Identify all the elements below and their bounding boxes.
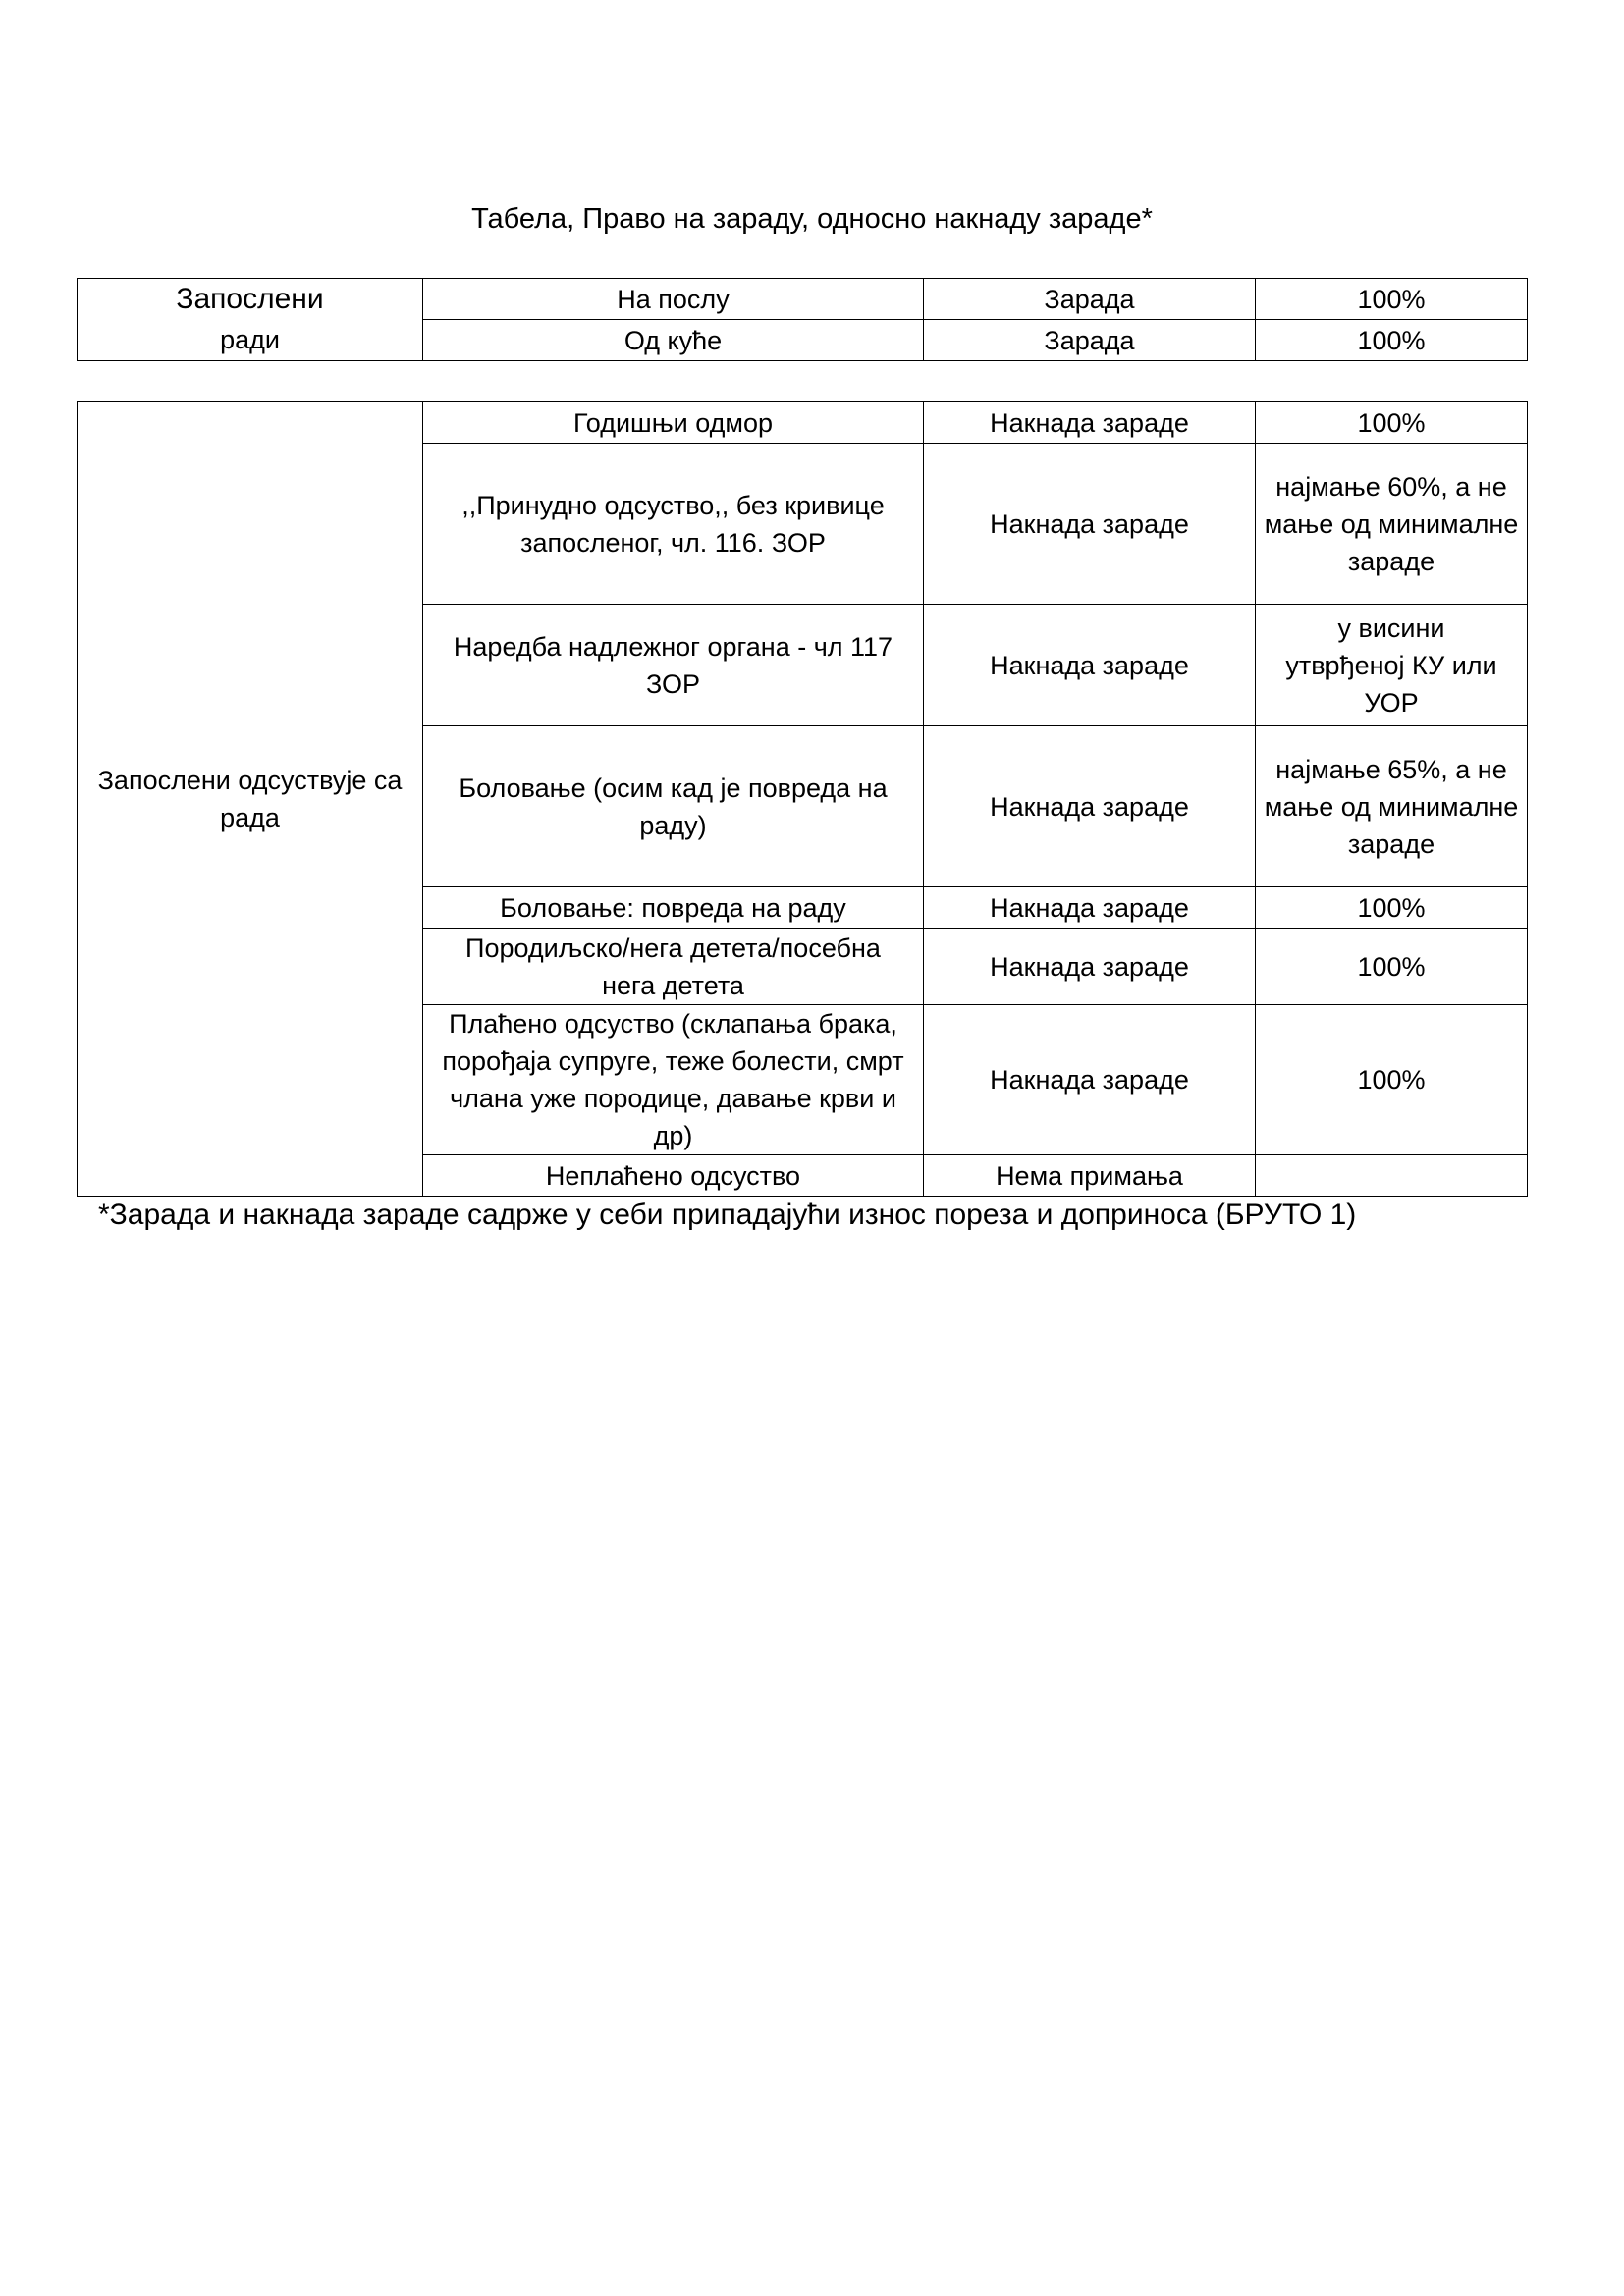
employee-works-label-bottom: ради <box>78 320 423 361</box>
type-cell: Накнада зараде <box>924 726 1256 887</box>
page-title: Табела, Право на зараду, односно накнаду зараде* <box>471 203 1153 235</box>
amount-cell: 100% <box>1256 1005 1528 1155</box>
type-cell: Накнада зараде <box>924 402 1256 444</box>
situation-cell: Породиљско/нега детета/посебна нега детета <box>423 929 924 1005</box>
employee-works-label-top: Запослени <box>78 279 423 320</box>
situation-cell: На послу <box>423 279 924 320</box>
amount-cell: у висини утврђеној КУ или УОР <box>1256 605 1528 726</box>
type-cell: Нема примања <box>924 1155 1256 1197</box>
situation-cell: Неплаћено одсуство <box>423 1155 924 1197</box>
type-cell: Накнада зараде <box>924 605 1256 726</box>
type-cell: Накнада зараде <box>924 929 1256 1005</box>
situation-cell: Плаћено одсуство (склапања брака, порођаја супруге, теже болести, смрт члана уже породице, давање крви и др) <box>423 1005 924 1155</box>
type-cell: Зарада <box>924 320 1256 361</box>
amount-cell: 100% <box>1256 279 1528 320</box>
work-table <box>77 278 1528 361</box>
absence-table <box>77 401 1528 1197</box>
amount-cell: 100% <box>1256 929 1528 1005</box>
situation-cell: ,,Принудно одсуство,, без кривице запосленог, чл. 116. ЗОР <box>423 444 924 605</box>
type-cell: Накнада зараде <box>924 1005 1256 1155</box>
type-cell: Зарада <box>924 279 1256 320</box>
employee-absent-label: Запослени одсуствује са рада <box>78 402 423 1197</box>
footnote: *Зарада и накнада зараде садрже у себи припадајући износ пореза и доприноса (БРУТО 1) <box>98 1199 1357 1231</box>
type-cell: Накнада зараде <box>924 887 1256 929</box>
table-row <box>78 402 1528 444</box>
amount-cell: 100% <box>1256 320 1528 361</box>
amount-cell <box>1256 1155 1528 1197</box>
type-cell: Накнада зараде <box>924 444 1256 605</box>
situation-cell: Боловање (осим кад је повреда на раду) <box>423 726 924 887</box>
amount-cell: најмање 65%, а не мање од минималне зараде <box>1256 726 1528 887</box>
situation-cell: Годишњи одмор <box>423 402 924 444</box>
situation-cell: Боловање: повреда на раду <box>423 887 924 929</box>
table-row <box>78 279 1528 320</box>
amount-cell: најмање 60%, а не мање од минималне зараде <box>1256 444 1528 605</box>
amount-cell: 100% <box>1256 402 1528 444</box>
situation-cell: Од куће <box>423 320 924 361</box>
situation-cell: Наредба надлежног органа - чл 117 ЗОР <box>423 605 924 726</box>
table-row <box>78 320 1528 361</box>
amount-cell: 100% <box>1256 887 1528 929</box>
